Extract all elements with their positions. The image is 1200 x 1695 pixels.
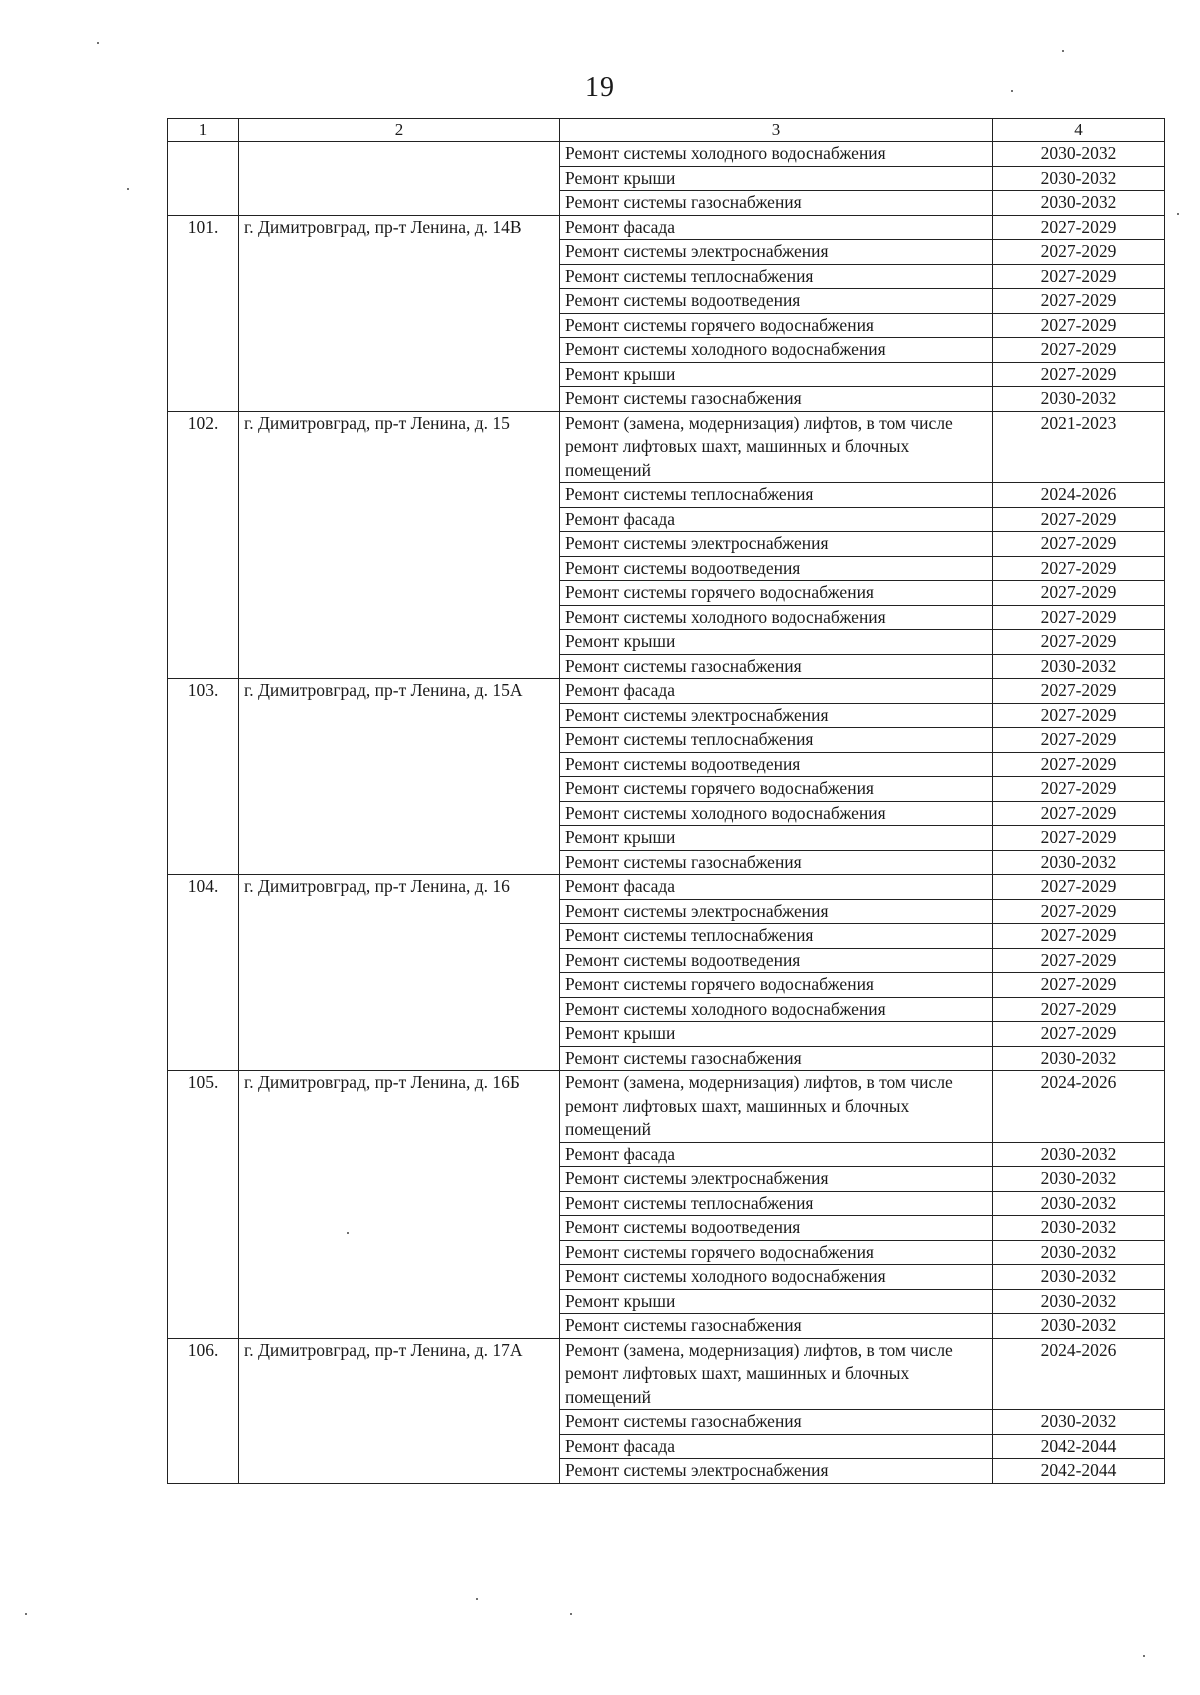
work-period: 2027-2029 [993, 679, 1165, 704]
work-type: Ремонт системы газоснабжения [560, 1314, 993, 1339]
work-type: Ремонт системы газоснабжения [560, 654, 993, 679]
work-type: Ремонт (замена, модернизация) лифтов, в том числе ремонт лифтовых шахт, машинных и блочных помещений [560, 1338, 993, 1410]
work-type: Ремонт крыши [560, 1289, 993, 1314]
work-period: 2027-2029 [993, 630, 1165, 655]
work-type: Ремонт системы газоснабжения [560, 1410, 993, 1435]
work-period: 2024-2026 [993, 1338, 1165, 1410]
work-type: Ремонт системы водоотведения [560, 556, 993, 581]
work-type: Ремонт системы электроснабжения [560, 1167, 993, 1192]
work-type: Ремонт фасада [560, 507, 993, 532]
header-col-4: 4 [993, 119, 1165, 142]
work-period: 2027-2029 [993, 777, 1165, 802]
work-type: Ремонт крыши [560, 166, 993, 191]
work-period: 2030-2032 [993, 387, 1165, 412]
page-number: 19 [585, 72, 615, 103]
work-period: 2027-2029 [993, 264, 1165, 289]
work-type: Ремонт системы водоотведения [560, 1216, 993, 1241]
building-address: г. Димитровград, пр-т Ленина, д. 16Б [239, 1071, 560, 1339]
work-type: Ремонт фасада [560, 215, 993, 240]
table-row [168, 411, 1165, 483]
table-row [168, 142, 1165, 167]
work-period: 2030-2032 [993, 1046, 1165, 1071]
header-col-3: 3 [560, 119, 993, 142]
work-type: Ремонт системы теплоснабжения [560, 1191, 993, 1216]
item-number: 104. [168, 875, 239, 1071]
work-period: 2027-2029 [993, 973, 1165, 998]
work-period: 2027-2029 [993, 924, 1165, 949]
work-type: Ремонт крыши [560, 630, 993, 655]
scan-speck [25, 1613, 27, 1615]
building-address: г. Димитровград, пр-т Ленина, д. 15А [239, 679, 560, 875]
work-type: Ремонт системы электроснабжения [560, 703, 993, 728]
work-period: 2027-2029 [993, 801, 1165, 826]
work-type: Ремонт системы электроснабжения [560, 899, 993, 924]
building-address: г. Димитровград, пр-т Ленина, д. 17А [239, 1338, 560, 1483]
item-number: 106. [168, 1338, 239, 1483]
work-period: 2027-2029 [993, 605, 1165, 630]
work-type: Ремонт крыши [560, 1022, 993, 1047]
work-period: 2027-2029 [993, 556, 1165, 581]
work-period: 2042-2044 [993, 1434, 1165, 1459]
work-period: 2030-2032 [993, 1410, 1165, 1435]
scan-speck [127, 188, 129, 190]
work-type: Ремонт фасада [560, 1142, 993, 1167]
work-period: 2027-2029 [993, 703, 1165, 728]
work-period: 2027-2029 [993, 997, 1165, 1022]
work-type: Ремонт системы холодного водоснабжения [560, 1265, 993, 1290]
work-type: Ремонт системы электроснабжения [560, 532, 993, 557]
work-type: Ремонт (замена, модернизация) лифтов, в том числе ремонт лифтовых шахт, машинных и блочных помещений [560, 411, 993, 483]
work-type: Ремонт системы водоотведения [560, 752, 993, 777]
work-period: 2027-2029 [993, 581, 1165, 606]
work-period: 2030-2032 [993, 1289, 1165, 1314]
work-period: 2027-2029 [993, 338, 1165, 363]
work-period: 2027-2029 [993, 752, 1165, 777]
work-type: Ремонт системы холодного водоснабжения [560, 605, 993, 630]
work-period: 2027-2029 [993, 899, 1165, 924]
work-type: Ремонт крыши [560, 826, 993, 851]
work-period: 2027-2029 [993, 362, 1165, 387]
building-address: г. Димитровград, пр-т Ленина, д. 14В [239, 215, 560, 411]
work-type: Ремонт системы горячего водоснабжения [560, 777, 993, 802]
work-type: Ремонт системы холодного водоснабжения [560, 142, 993, 167]
work-period: 2042-2044 [993, 1459, 1165, 1484]
work-type: Ремонт фасада [560, 679, 993, 704]
work-type: Ремонт крыши [560, 362, 993, 387]
item-number: 103. [168, 679, 239, 875]
work-period: 2024-2026 [993, 1071, 1165, 1143]
work-period: 2030-2032 [993, 654, 1165, 679]
work-period: 2027-2029 [993, 532, 1165, 557]
scan-speck [97, 42, 99, 44]
work-type: Ремонт системы электроснабжения [560, 240, 993, 265]
work-period: 2027-2029 [993, 826, 1165, 851]
work-type: Ремонт системы теплоснабжения [560, 924, 993, 949]
work-period: 2030-2032 [993, 1216, 1165, 1241]
work-type: Ремонт системы холодного водоснабжения [560, 338, 993, 363]
work-type: Ремонт системы водоотведения [560, 289, 993, 314]
work-type: Ремонт (замена, модернизация) лифтов, в том числе ремонт лифтовых шахт, машинных и блочных помещений [560, 1071, 993, 1143]
work-type: Ремонт системы газоснабжения [560, 1046, 993, 1071]
table-row [168, 215, 1165, 240]
table-row [168, 1338, 1165, 1410]
work-period: 2030-2032 [993, 166, 1165, 191]
work-period: 2030-2032 [993, 1142, 1165, 1167]
work-type: Ремонт системы теплоснабжения [560, 483, 993, 508]
table-row [168, 1071, 1165, 1143]
item-number: 105. [168, 1071, 239, 1339]
work-period: 2030-2032 [993, 1191, 1165, 1216]
item-number: 102. [168, 411, 239, 679]
header-col-1: 1 [168, 119, 239, 142]
work-type: Ремонт системы водоотведения [560, 948, 993, 973]
work-period: 2027-2029 [993, 507, 1165, 532]
work-period: 2027-2029 [993, 948, 1165, 973]
work-period: 2030-2032 [993, 1167, 1165, 1192]
repair-schedule-table [167, 118, 1165, 1484]
work-type: Ремонт системы газоснабжения [560, 850, 993, 875]
work-period: 2027-2029 [993, 1022, 1165, 1047]
work-period: 2030-2032 [993, 142, 1165, 167]
work-type: Ремонт системы холодного водоснабжения [560, 801, 993, 826]
work-period: 2030-2032 [993, 1314, 1165, 1339]
scan-speck [1143, 1655, 1145, 1657]
header-col-2: 2 [239, 119, 560, 142]
scan-speck [347, 1232, 349, 1234]
work-type: Ремонт системы теплоснабжения [560, 728, 993, 753]
header-row [168, 119, 1165, 142]
building-address: г. Димитровград, пр-т Ленина, д. 16 [239, 875, 560, 1071]
work-type: Ремонт системы горячего водоснабжения [560, 1240, 993, 1265]
work-type: Ремонт системы горячего водоснабжения [560, 313, 993, 338]
work-period: 2027-2029 [993, 728, 1165, 753]
work-type: Ремонт системы холодного водоснабжения [560, 997, 993, 1022]
work-period: 2030-2032 [993, 1265, 1165, 1290]
work-type: Ремонт фасада [560, 875, 993, 900]
work-type: Ремонт системы электроснабжения [560, 1459, 993, 1484]
work-period: 2030-2032 [993, 1240, 1165, 1265]
scan-speck [1062, 50, 1064, 52]
work-type: Ремонт системы газоснабжения [560, 191, 993, 216]
work-type: Ремонт фасада [560, 1434, 993, 1459]
item-number: 101. [168, 215, 239, 411]
work-period: 2027-2029 [993, 289, 1165, 314]
work-period: 2027-2029 [993, 875, 1165, 900]
work-period: 2027-2029 [993, 215, 1165, 240]
table-row [168, 875, 1165, 900]
table-row [168, 679, 1165, 704]
work-period: 2030-2032 [993, 191, 1165, 216]
work-period: 2021-2023 [993, 411, 1165, 483]
building-address [239, 142, 560, 216]
item-number [168, 142, 239, 216]
work-period: 2030-2032 [993, 850, 1165, 875]
building-address: г. Димитровград, пр-т Ленина, д. 15 [239, 411, 560, 679]
work-period: 2027-2029 [993, 313, 1165, 338]
work-period: 2027-2029 [993, 240, 1165, 265]
work-type: Ремонт системы газоснабжения [560, 387, 993, 412]
scan-speck [570, 1613, 572, 1615]
scan-speck [1177, 213, 1179, 215]
work-type: Ремонт системы горячего водоснабжения [560, 581, 993, 606]
scan-speck [476, 1598, 478, 1600]
table-body [168, 142, 1165, 1484]
scan-speck [1011, 90, 1013, 92]
work-type: Ремонт системы теплоснабжения [560, 264, 993, 289]
work-type: Ремонт системы горячего водоснабжения [560, 973, 993, 998]
work-period: 2024-2026 [993, 483, 1165, 508]
